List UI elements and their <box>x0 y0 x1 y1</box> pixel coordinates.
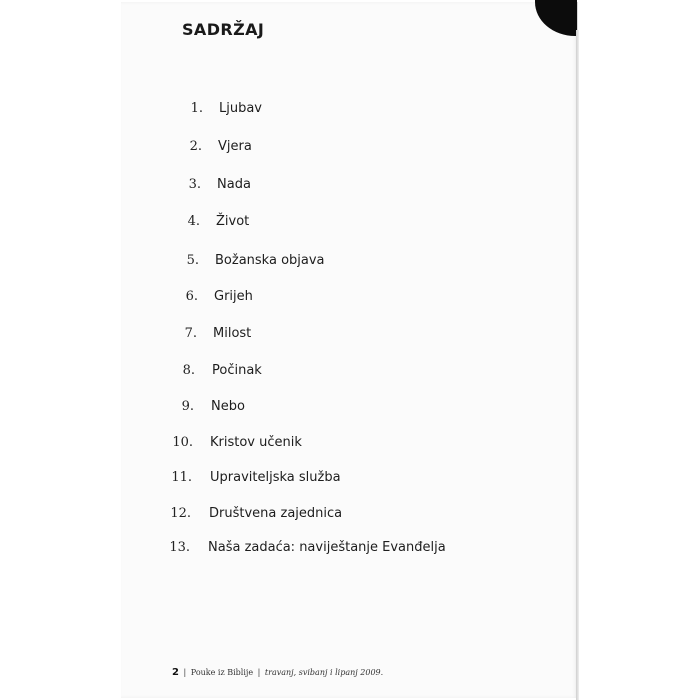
toc-title: Život <box>216 214 250 229</box>
page-footer <box>172 667 383 678</box>
toc-number: 5. <box>186 253 199 268</box>
toc-number: 1. <box>190 101 203 116</box>
toc-entry-8 <box>0 361 700 381</box>
toc-number: 10. <box>172 435 193 450</box>
toc-number: 7. <box>184 326 197 341</box>
page-title: SADRŽAJ <box>182 20 265 39</box>
toc-entry-12 <box>0 504 700 524</box>
toc-entry-4 <box>0 212 700 232</box>
toc-number: 9. <box>181 399 194 414</box>
publication-title: Pouke iz Biblije <box>190 668 254 677</box>
toc-entry-10 <box>0 433 700 453</box>
toc-title: Naša zadaća: naviještanje Evanđelja <box>208 540 446 555</box>
toc-title: Milost <box>213 326 252 341</box>
toc-entry-11 <box>0 468 700 488</box>
footer-separator: | <box>183 668 187 677</box>
toc-entry-3 <box>0 175 700 195</box>
toc-entry-13 <box>0 538 700 558</box>
toc-number: 3. <box>188 177 201 192</box>
toc-number: 6. <box>185 289 198 304</box>
footer-separator: | <box>257 668 261 677</box>
toc-title: Božanska objava <box>215 253 325 268</box>
toc-entry-2 <box>0 137 700 157</box>
toc-number: 4. <box>187 214 200 229</box>
toc-entry-9 <box>0 397 700 417</box>
toc-title: Društvena zajednica <box>209 506 343 521</box>
toc-entry-1 <box>0 99 700 119</box>
toc-number: 2. <box>189 139 202 154</box>
toc-number: 8. <box>182 363 195 378</box>
toc-title: Grijeh <box>214 289 253 304</box>
toc-title: Počinak <box>212 363 262 378</box>
toc-title: Nada <box>217 177 251 192</box>
toc-number: 12. <box>170 506 191 521</box>
toc-title: Kristov učenik <box>210 435 302 450</box>
toc-title: Vjera <box>218 139 252 154</box>
toc-number: 11. <box>171 470 192 485</box>
toc-title: Ljubav <box>219 101 263 116</box>
toc-entry-7 <box>0 324 700 344</box>
toc-number: 13. <box>169 540 190 555</box>
page-number: 2 <box>172 667 179 678</box>
toc-title: Upraviteljska služba <box>210 470 341 485</box>
toc-entry-5 <box>0 251 700 271</box>
publication-period: travanj, svibanj i lipanj 2009. <box>264 668 384 677</box>
toc-entry-6 <box>0 287 700 307</box>
toc-title: Nebo <box>211 399 245 414</box>
